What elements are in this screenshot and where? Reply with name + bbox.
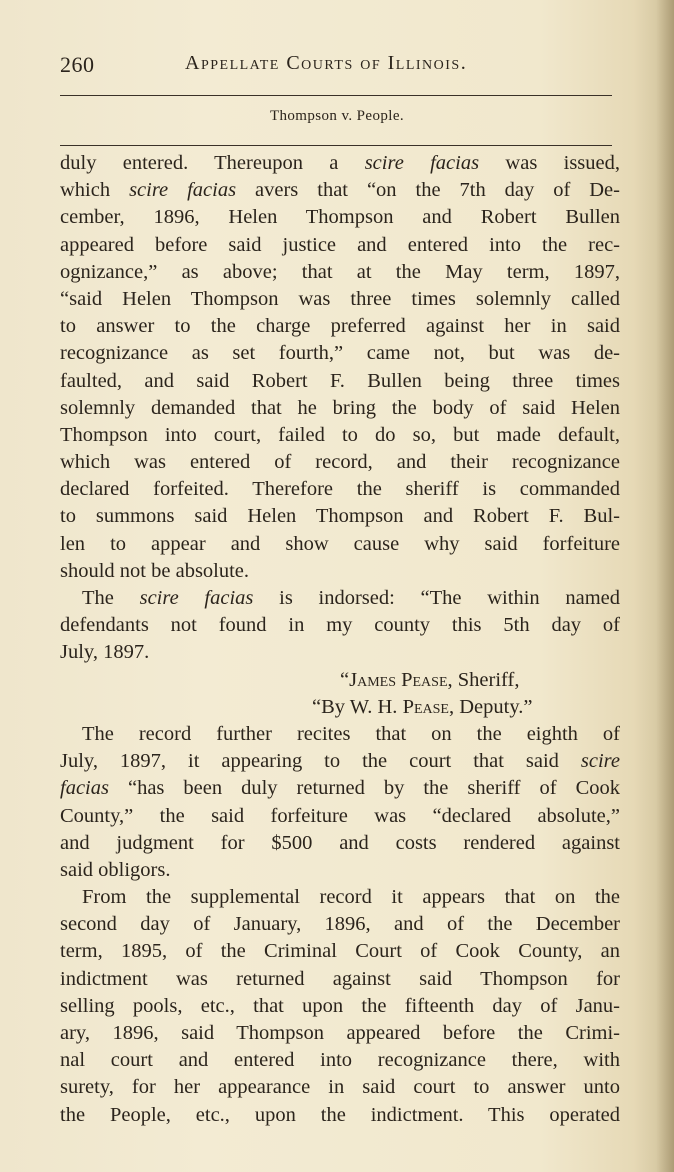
- text-segment: selling pools, etc., that upon the fifteenth day of Janu-: [60, 994, 620, 1017]
- text-line: [60, 748, 620, 775]
- text-line: [60, 721, 620, 748]
- page-header: [60, 52, 620, 82]
- text-segment: “: [340, 668, 350, 691]
- text-line: [60, 612, 620, 639]
- text-segment: is indorsed: “The within named: [253, 587, 621, 609]
- text-segment: the People, etc., upon the indictment. This operated: [60, 1103, 620, 1126]
- text-segment: The: [82, 587, 140, 609]
- text-segment: surety, for her appearance in said court to answer unto: [60, 1076, 620, 1099]
- text-segment: , Deputy.”: [448, 695, 533, 718]
- small-caps-name: James Pease: [349, 668, 448, 691]
- text-line: [60, 531, 620, 558]
- running-head: Appellate Courts of Illinois.: [185, 52, 468, 74]
- text-segment: “By W. H.: [312, 695, 403, 718]
- text-line: [60, 204, 620, 231]
- text-line: [60, 476, 620, 503]
- text-line: [60, 368, 620, 395]
- text-segment: From the supplemental record it appears that on the: [82, 886, 620, 909]
- signature-line: [60, 694, 620, 721]
- text-segment: defendants not found in my county this 5th day of: [60, 614, 620, 637]
- text-line: [60, 775, 620, 802]
- text-segment: ognizance,” as above; that at the May term, 1897,: [60, 260, 620, 283]
- page-number: 260: [60, 52, 95, 77]
- text-segment: nal court and entered into recognizance there, with: [60, 1049, 620, 1072]
- text-segment: term, 1895, of the Criminal Court of Cook County, an: [60, 940, 620, 963]
- italic-phrase: scire: [580, 750, 620, 773]
- case-title: Thompson v. People.: [269, 108, 405, 124]
- text-line: [60, 884, 620, 911]
- text-line: [60, 503, 620, 530]
- text-segment: appeared before said justice and entered into the rec-: [60, 233, 620, 256]
- text-line: [60, 938, 620, 965]
- text-line: [60, 911, 620, 938]
- italic-phrase: scire facias: [139, 587, 254, 609]
- signature-line: [60, 667, 620, 694]
- text-line: [60, 803, 620, 830]
- text-segment: to answer to the charge preferred against her in said: [60, 315, 620, 338]
- text-line: [60, 1074, 620, 1101]
- text-line: [60, 558, 620, 585]
- text-line: [60, 177, 620, 204]
- text-line: [60, 150, 620, 177]
- text-line: [60, 313, 620, 340]
- text-segment: “has been duly returned by the sheriff of Cook: [108, 777, 620, 800]
- text-line: [60, 639, 620, 666]
- text-segment: July, 1897, it appearing to the court that said: [60, 750, 581, 773]
- text-line: [60, 857, 620, 884]
- body-text: [60, 150, 620, 1129]
- page-edge-shadow: [656, 0, 674, 1172]
- text-segment: , Sheriff,: [447, 668, 520, 691]
- text-segment: County,” the said forfeiture was “declared absolute,”: [60, 804, 620, 827]
- text-segment: faulted, and said Robert F. Bullen being three times: [60, 369, 620, 392]
- text-line: [60, 449, 620, 476]
- text-segment: said obligors.: [60, 858, 171, 881]
- text-segment: second day of January, 1896, and of the December: [60, 913, 620, 936]
- text-segment: indictment was returned against said Thompson for: [60, 967, 620, 990]
- text-line: [60, 966, 620, 993]
- text-segment: and judgment for $500 and costs rendered against: [60, 831, 620, 854]
- text-line: [60, 830, 620, 857]
- small-caps-name: Pease: [402, 695, 449, 718]
- header-rule: [60, 95, 612, 96]
- text-line: [60, 993, 620, 1020]
- text-segment: was issued,: [479, 152, 620, 174]
- text-segment: cember, 1896, Helen Thompson and Robert Bullen: [60, 206, 620, 229]
- text-line: [60, 232, 620, 259]
- text-segment: duly entered. Thereupon a: [60, 152, 365, 174]
- case-title-rule: [60, 145, 612, 146]
- italic-phrase: facias: [60, 777, 109, 800]
- text-line: [60, 286, 620, 313]
- text-segment: avers that “on the 7th day of De-: [236, 179, 620, 202]
- text-line: [60, 422, 620, 449]
- text-segment: len to appear and show cause why said forfeiture: [60, 532, 620, 555]
- text-segment: which: [60, 179, 130, 202]
- text-segment: to summons said Helen Thompson and Robert F. Bul-: [60, 505, 620, 528]
- text-line: [60, 340, 620, 367]
- text-segment: recognizance as set fourth,” came not, but was de-: [60, 342, 620, 365]
- text-segment: ary, 1896, said Thompson appeared before the Crimi-: [60, 1022, 620, 1044]
- text-segment: declared forfeited. Therefore the sheriff is commanded: [60, 478, 620, 501]
- text-line: [60, 395, 620, 422]
- text-segment: which was entered of record, and their recognizance: [60, 451, 620, 474]
- text-segment: July, 1897.: [60, 641, 150, 664]
- text-segment: “said Helen Thompson was three times solemnly called: [60, 287, 620, 310]
- text-segment: solemnly demanded that he bring the body of said Helen: [60, 396, 620, 419]
- italic-phrase: scire facias: [364, 152, 480, 174]
- text-line: [60, 585, 620, 612]
- text-line: [60, 259, 620, 286]
- text-line: [60, 1020, 620, 1047]
- italic-phrase: scire facias: [129, 179, 237, 202]
- text-line: [60, 1047, 620, 1074]
- text-segment: The record further recites that on the eighth of: [82, 722, 620, 745]
- text-line: [60, 1102, 620, 1129]
- text-segment: Thompson into court, failed to do so, but made default,: [60, 423, 620, 446]
- text-segment: should not be absolute.: [60, 559, 250, 582]
